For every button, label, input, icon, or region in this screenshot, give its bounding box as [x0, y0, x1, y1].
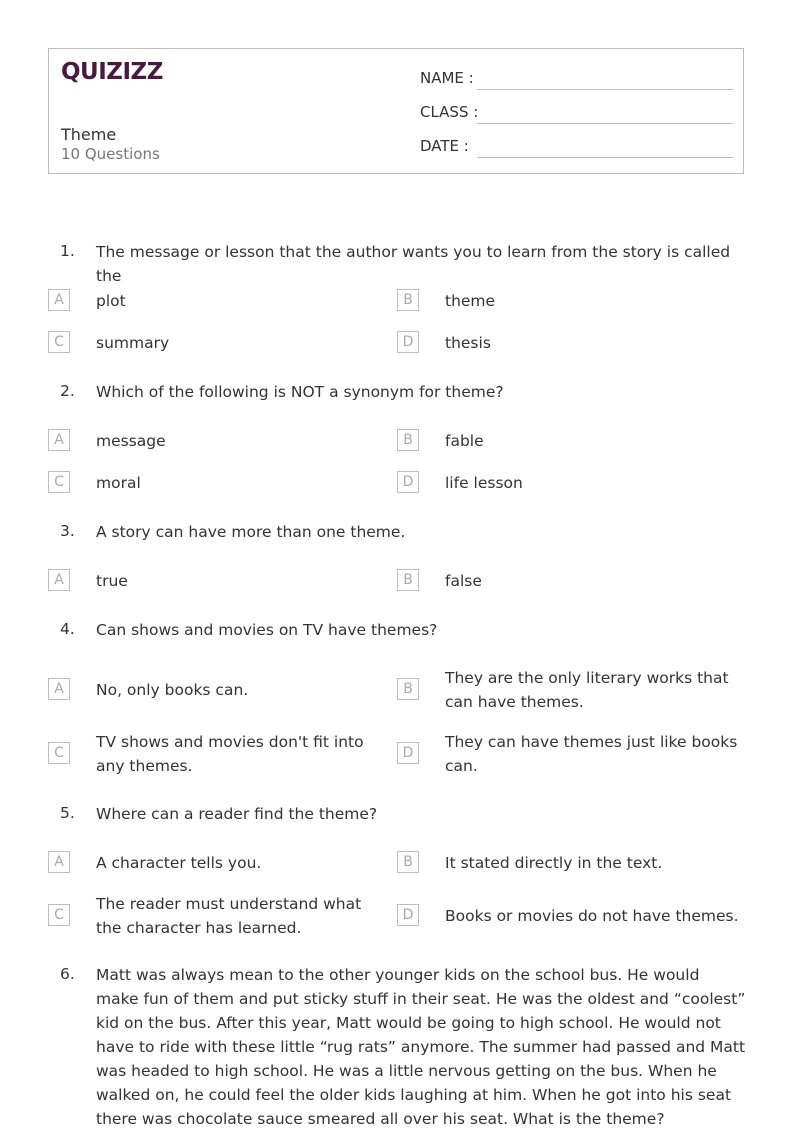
question-text: Matt was always mean to the other younger kids on the school bus. He would make fun of them and put sticky stuff in their seat. He was the oldest and “coolest” kid on the bus. After this year, Matt would be going to high school. He would not have to ride with these little “rug rats” anymore. The summer had passed and Matt was headed to high school. He was a little nervous getting on the bus. When he walked on, he could feel the older kids laughing at him. When he got into his seat there was chocolate sauce smeared all over his seat. What is the theme?	[96, 966, 746, 1128]
option-letter-box: B	[397, 569, 419, 591]
option-letter-box: A	[48, 678, 70, 700]
question-text: Which of the following is NOT a synonym for theme?	[96, 383, 504, 401]
option-letter-box: D	[397, 471, 419, 493]
option-letter-box: B	[397, 289, 419, 311]
option-text: TV shows and movies don't fit into any themes.	[96, 733, 364, 775]
option-text: moral	[96, 474, 141, 492]
option-letter-box: C	[48, 331, 70, 353]
option-letter-box: C	[48, 904, 70, 926]
option-letter-box: B	[397, 851, 419, 873]
option-letter-box: A	[48, 289, 70, 311]
option-letter-box: A	[48, 429, 70, 451]
quizizz-logo: QUIZIZZ	[61, 59, 163, 85]
option-text: message	[96, 432, 166, 450]
name-field[interactable]	[477, 89, 733, 90]
worksheet-title: Theme	[61, 125, 117, 144]
option-letter-box: D	[397, 742, 419, 764]
option-letter-box: C	[48, 742, 70, 764]
date-label: DATE :	[420, 137, 469, 155]
class-field[interactable]	[477, 123, 733, 124]
option-text: fable	[445, 432, 484, 450]
option-letter-box: B	[397, 429, 419, 451]
option-text: true	[96, 572, 128, 590]
option-text: Books or movies do not have themes.	[445, 907, 739, 925]
option-text: plot	[96, 292, 126, 310]
question-number: 1.	[60, 242, 75, 260]
option-letter-box: D	[397, 904, 419, 926]
question-text: Can shows and movies on TV have themes?	[96, 621, 438, 639]
question-number: 5.	[60, 804, 75, 822]
option-letter-box: B	[397, 678, 419, 700]
option-text: life lesson	[445, 474, 523, 492]
option-letter-box: C	[48, 471, 70, 493]
class-label: CLASS :	[420, 103, 479, 121]
option-text: They are the only literary works that can have themes.	[445, 669, 729, 711]
option-text: No, only books can.	[96, 681, 249, 699]
question-number: 3.	[60, 522, 75, 540]
option-text: false	[445, 572, 482, 590]
option-text: summary	[96, 334, 170, 352]
option-letter-box: D	[397, 331, 419, 353]
question-number: 2.	[60, 382, 75, 400]
option-text: They can have themes just like books can.	[445, 733, 738, 775]
question-count: 10 Questions	[61, 145, 160, 163]
option-text: The reader must understand what the character has learned.	[96, 895, 362, 937]
worksheet-header	[48, 48, 744, 174]
name-label: NAME :	[420, 69, 474, 87]
option-text: A character tells you.	[96, 854, 262, 872]
question-number: 4.	[60, 620, 75, 638]
option-letter-box: A	[48, 569, 70, 591]
question-text: The message or lesson that the author wants you to learn from the story is called the	[96, 243, 731, 285]
option-text: theme	[445, 292, 496, 310]
option-text: It stated directly in the text.	[445, 854, 663, 872]
date-field[interactable]	[477, 157, 733, 158]
option-text: thesis	[445, 334, 491, 352]
question-text: A story can have more than one theme.	[96, 523, 406, 541]
option-letter-box: A	[48, 851, 70, 873]
question-number: 6.	[60, 965, 75, 983]
question-text: Where can a reader find the theme?	[96, 805, 378, 823]
